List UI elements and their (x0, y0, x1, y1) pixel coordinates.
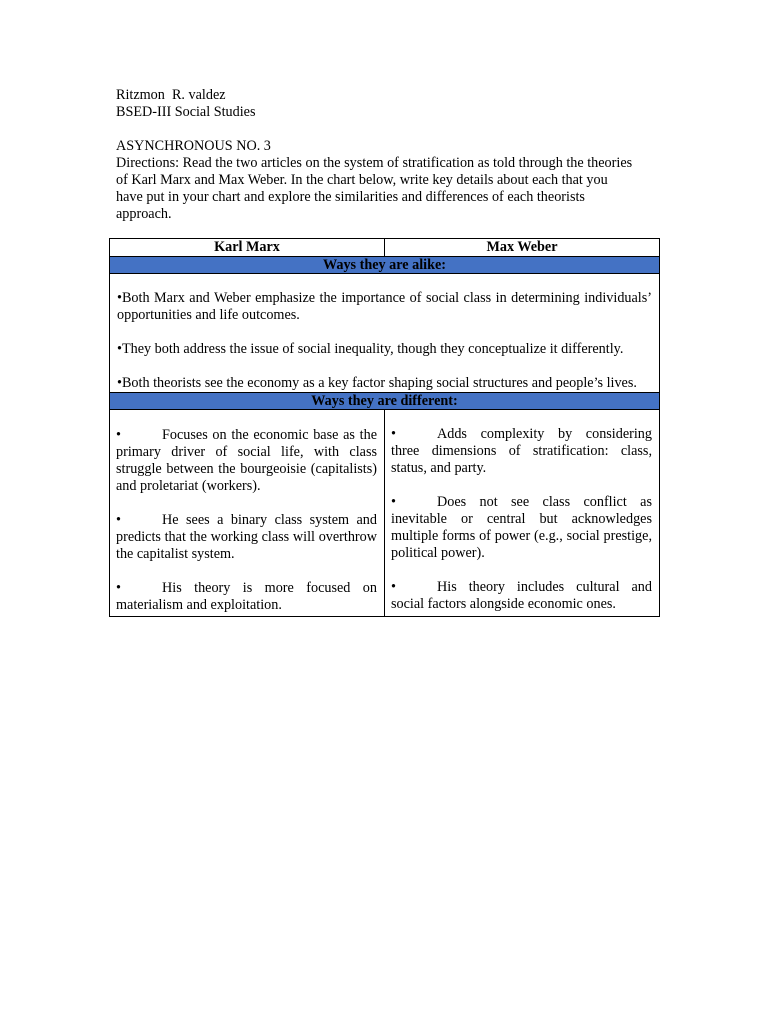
bullet-mark: • (391, 494, 396, 510)
document-header (116, 87, 636, 223)
bullet-mark: • (116, 427, 121, 443)
student-name: Ritzmon R. valdez (116, 87, 226, 103)
column-header-weber: Max Weber (385, 239, 660, 257)
marx-difference-point (116, 427, 377, 495)
marx-difference-point (116, 512, 377, 563)
alike-band-row (110, 257, 660, 274)
marx-differences-cell (110, 410, 385, 617)
marx-difference-text: He sees a binary class system and predicts that the working class will overthrow the capitalist system. (116, 512, 377, 562)
weber-difference-text: Does not see class conflict as inevitable or central but acknowledges multiple forms of power (e.g., social prestige, political power). (391, 494, 652, 561)
alike-point: •Both Marx and Weber emphasize the importance of social class in determining individuals’ opportunities and life outcomes. (117, 290, 652, 323)
marx-difference-text: Focuses on the economic base as the primary driver of social life, with class struggle between the bourgeoisie (capitalists) and proletariat (workers). (116, 427, 377, 494)
weber-difference-text: Adds complexity by considering three dimensions of stratification: class, status, and party. (391, 426, 652, 476)
alike-heading: Ways they are alike: (110, 257, 660, 274)
header-spacer (116, 121, 636, 138)
different-heading: Ways they are different: (110, 393, 660, 410)
weber-difference-point (391, 494, 652, 562)
alike-content-row (110, 274, 660, 393)
column-header-marx: Karl Marx (110, 239, 385, 257)
directions-text: Directions: Read the two articles on the system of stratification as told through the theories of Karl Marx and Max Weber. In the chart below, write key details about each that you have put in your chart and explore the similarities and differences of each theorists approach. (116, 155, 633, 222)
alike-point: •They both address the issue of social inequality, though they conceptualize it differently. (117, 341, 624, 357)
student-course: BSED-III Social Studies (116, 104, 256, 120)
bullet-mark: • (116, 512, 121, 528)
weber-difference-point (391, 426, 652, 477)
weber-difference-text: His theory includes cultural and social factors alongside economic ones. (391, 579, 652, 612)
different-band-row (110, 393, 660, 410)
marx-difference-text: His theory is more focused on materialism and exploitation. (116, 580, 377, 613)
chart-header-row (110, 239, 660, 257)
weber-difference-point (391, 579, 652, 613)
bullet-mark: • (391, 579, 396, 595)
alike-cell (110, 274, 660, 393)
bullet-mark: • (116, 580, 121, 596)
comparison-chart (109, 238, 660, 617)
weber-differences-cell (385, 410, 660, 617)
marx-difference-point (116, 580, 377, 614)
bullet-mark: • (391, 426, 396, 442)
assignment-title: ASYNCHRONOUS NO. 3 (116, 138, 271, 154)
different-content-row (110, 410, 660, 617)
alike-point: •Both theorists see the economy as a key factor shaping social structures and people’s lives. (117, 375, 637, 391)
